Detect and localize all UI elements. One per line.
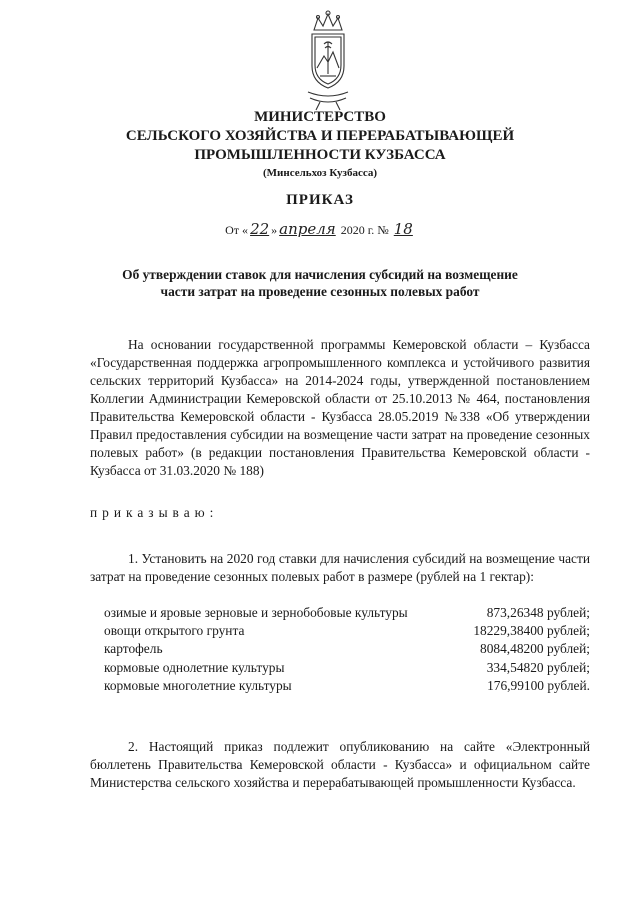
rate-crop: картофель [104,641,163,657]
order-title: ПРИКАЗ [286,192,354,208]
rates-list [104,604,590,695]
rate-row [104,640,590,658]
date-day-handwritten: 22 [250,220,270,238]
order-date-line [0,220,640,238]
rate-crop: кормовые многолетние культуры [104,677,292,693]
rate-row [104,659,590,677]
ministry-short-name: (Минсельхоз Кузбасса) [262,167,378,179]
rate-value: 8084,48200 рублей; [480,641,590,657]
ministry-name [0,108,640,165]
rate-row [104,677,590,695]
ministry-line-1: МИНИСТЕРСТВО [254,109,386,125]
date-year: 2020 г. [340,223,375,237]
rate-crop: овощи открытого грунта [104,623,245,639]
number-sign: № [377,223,389,237]
date-month-handwritten: апреля [279,220,336,238]
item-1-paragraph: 1. Установить на 2020 год ставки для начисления субсидий на возмещение части затрат на проведение сезонных полевых работ в размере (рублей на 1 гектар): [90,551,590,584]
rate-row [104,604,590,622]
ministry-line-2: СЕЛЬСКОГО ХОЗЯЙСТВА И ПЕРЕРАБАТЫВАЮЩЕЙ [125,128,515,144]
rate-value: 873,26348 рублей; [486,605,590,620]
date-prefix: От « [225,223,249,237]
subject-line-2: части затрат на проведение сезонных полевых работ [160,284,480,299]
rate-crop: кормовые однолетние культуры [104,659,285,675]
rate-value: 334,54820 рублей; [486,659,590,675]
order-number-handwritten: 18 [393,220,413,238]
rate-crop: озимые и яровые зерновые и зернобобовые культуры [104,605,408,620]
coat-of-arms-emblem [296,8,360,112]
rate-value: 176,99100 рублей. [487,677,590,693]
date-separator: » [271,223,278,237]
item-2-paragraph: 2. Настоящий приказ подлежит опубликованию на сайте «Электронный бюллетень Правительства Кемеровской области - Кузбасса» и официальном сайте Министерства сельского хозяйства и перерабатывающей промышленности Кузбасса. [90,739,590,790]
ministry-line-3: ПРОМЫШЛЕННОСТИ КУЗБАССА [194,147,446,163]
preamble-paragraph: На основании государственной программы Кемеровской области – Кузбасса «Государственная поддержка агропромышленного комплекса и устойчивого развития сельских территорий Кузбасса» на 2014-2024 годы, утвержденной постановлением Коллегии Администрации Кемеровской области от 25.10.2013 № 464, постановления Правительства Кемеровской области - Кузбасса 28.05.2019 №338 «Об утверждении Правил предоставления субсидии на возмещение части затрат на проведение сезонных полевых работ» (в редакции постановления Правительства Кемеровской области - Кузбасса от 31.03.2020 № 188) [90,337,590,478]
order-subject [0,266,640,300]
subject-line-1: Об утверждении ставок для начисления субсидий на возмещение [122,267,518,282]
rate-row [104,622,590,640]
rate-value: 18229,38400 рублей; [473,623,590,639]
order-word: приказываю: [90,505,219,520]
